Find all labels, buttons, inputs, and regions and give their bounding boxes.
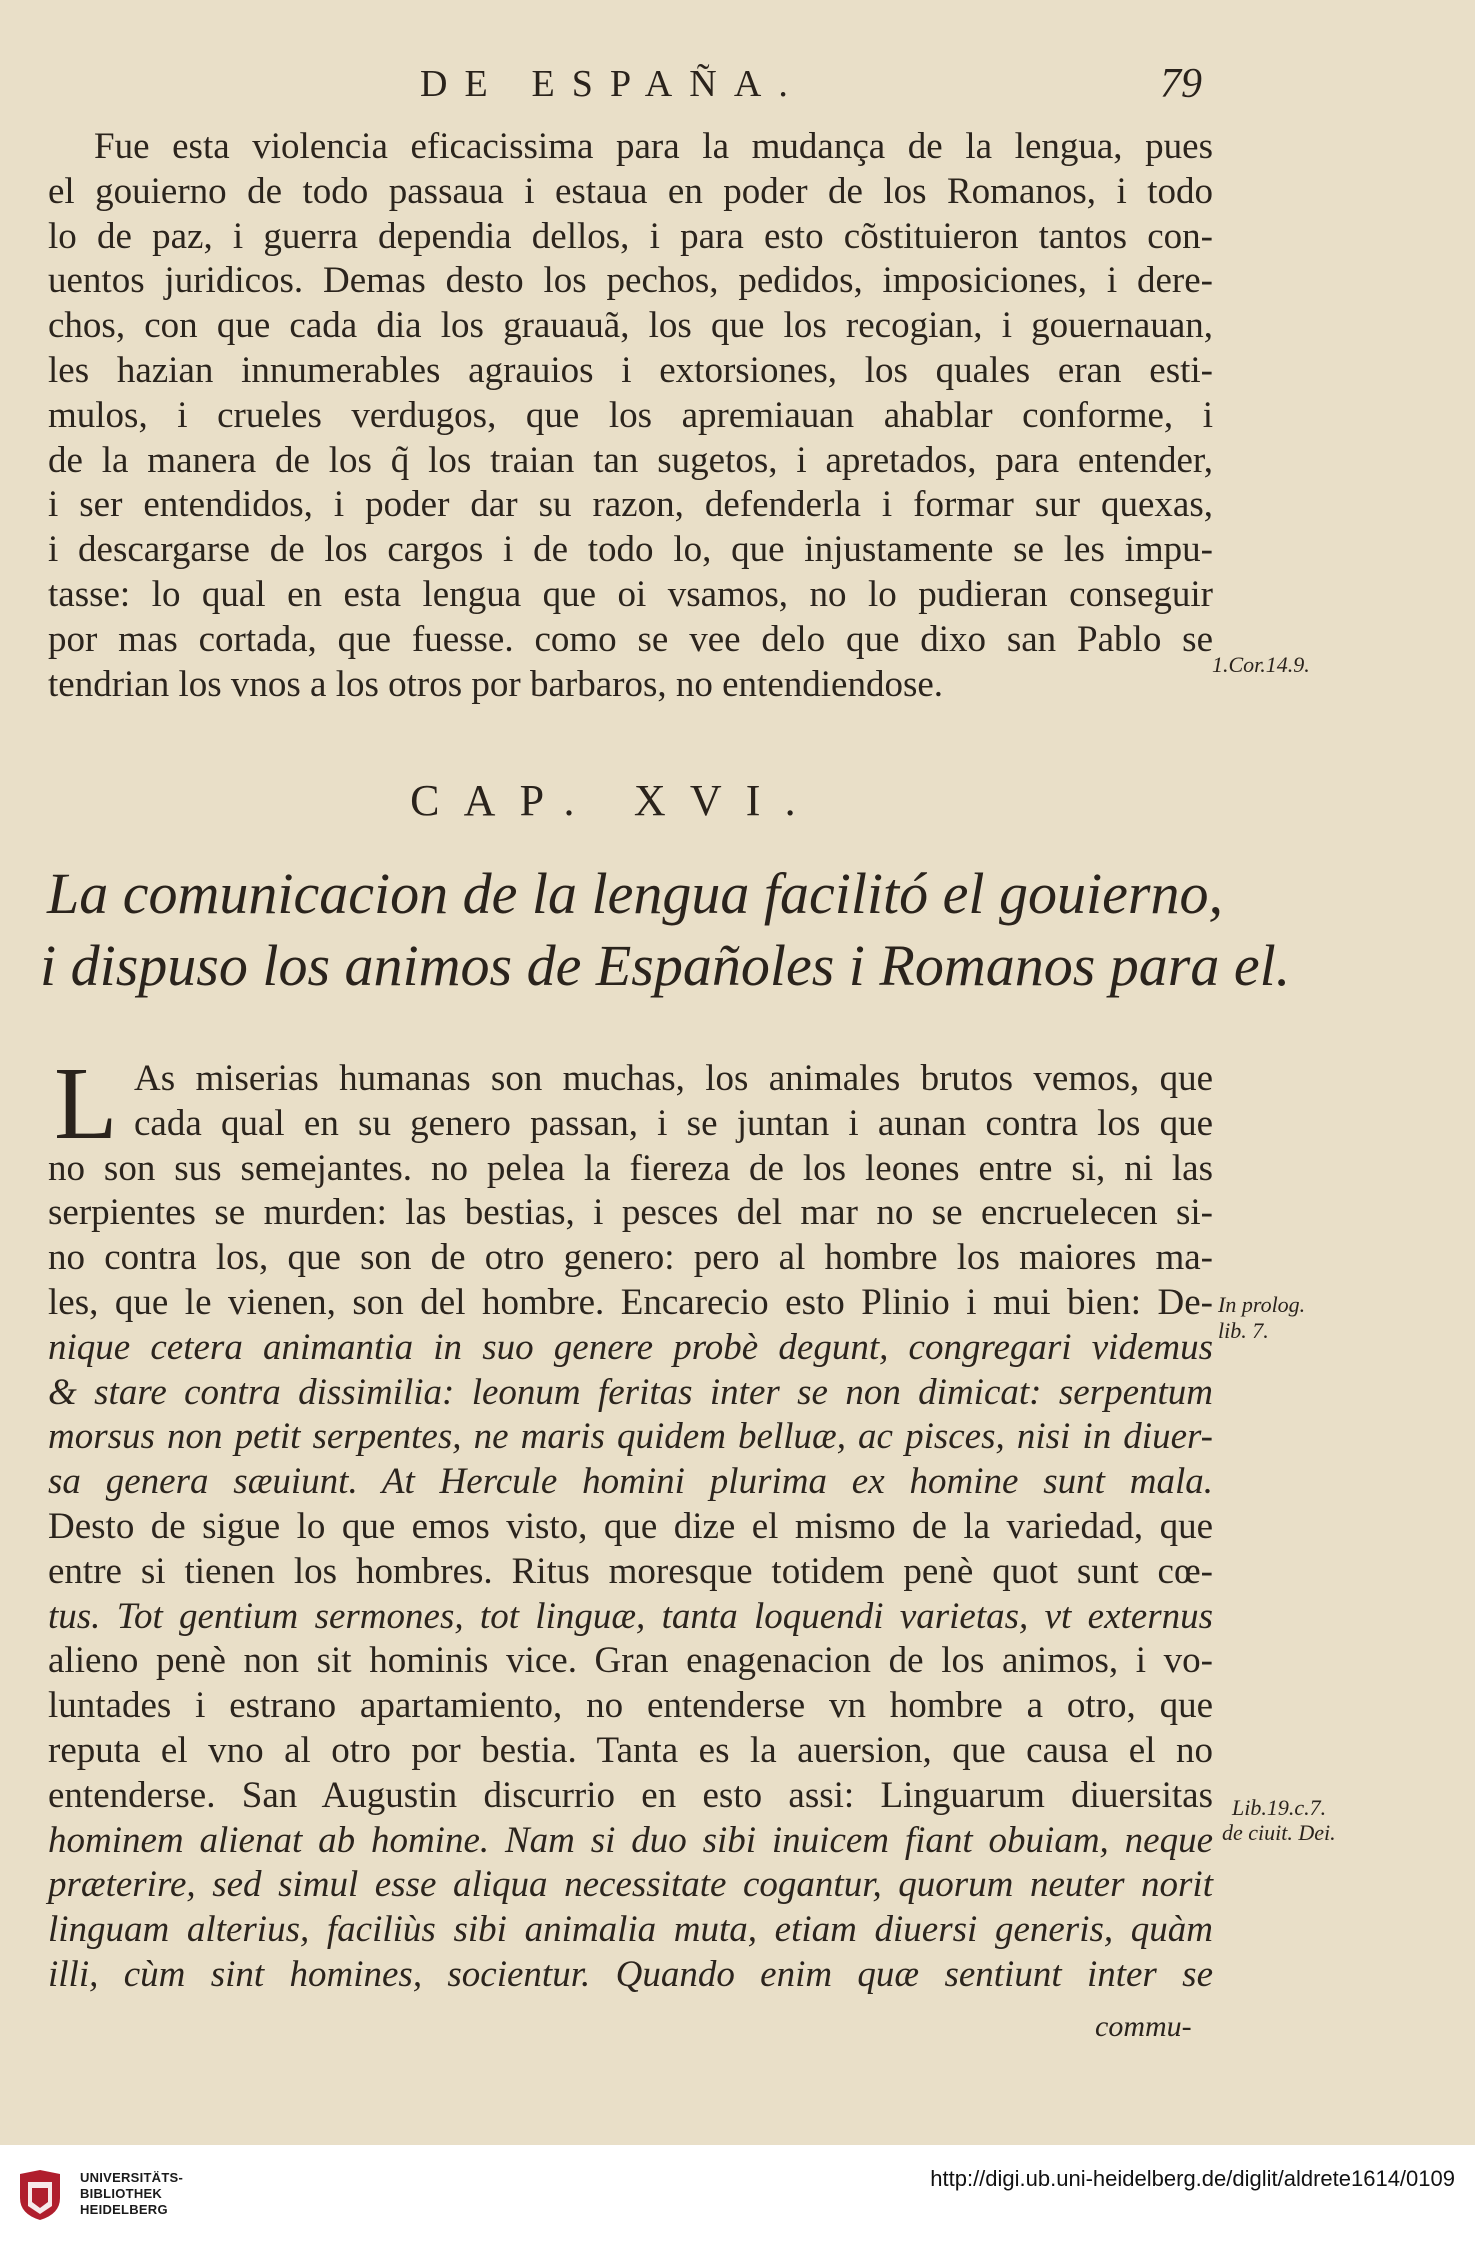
- text-line: præterire, sed simul esse aliqua necessitate cogantur, quorum neuter norit: [48, 1864, 1213, 1906]
- text-line: les, que le vienen, son del hombre. Encarecio esto Plinio i mui bien: De-: [48, 1281, 1213, 1323]
- text-line: el gouierno de todo passaua i estaua en poder de los Romanos, i todo: [48, 170, 1213, 212]
- institution-name: [80, 2170, 183, 2218]
- text-line: & stare contra dissimilia: leonum feritas inter se non dimicat: serpentum: [48, 1371, 1213, 1413]
- text-line: alieno penè non sit hominis vice. Gran enagenacion de los animos, i vo-: [48, 1640, 1213, 1682]
- text-line: les hazian innumerables agrauios i extorsiones, los quales eran esti-: [48, 349, 1213, 391]
- institution-line-1: UNIVERSITÄTS-: [80, 2170, 184, 2185]
- text-line: no son sus semejantes. no pelea la fiereza de los leones entre si, ni las: [48, 1147, 1213, 1189]
- text-line: por mas cortada, que fuesse. como se vee delo que dixo san Pablo se: [48, 618, 1213, 660]
- text-line: illi, cùm sint homines, socientur. Quando enim quæ sentiunt inter se: [48, 1953, 1213, 1995]
- chapter-title-line-2: i dispuso los animos de Españoles i Romanos para el.: [40, 933, 1291, 998]
- text-line: no contra los, que son de otro genero: pero al hombre los maiores ma-: [48, 1237, 1213, 1279]
- text-line: i ser entendidos, i poder dar su razon, defenderla i formar sur quexas,: [48, 484, 1213, 526]
- running-head: DE ESPAÑA.: [420, 63, 805, 105]
- margin-note-prolog: In prolog.: [1218, 1292, 1306, 1317]
- text-line: tus. Tot gentium sermones, tot linguæ, tanta loquendi varietas, vt externus: [48, 1595, 1213, 1637]
- text-line: As miserias humanas son muchas, los animales brutos vemos, que: [134, 1058, 1213, 1099]
- text-line: entenderse. San Augustin discurrio en esto assi: Linguarum diuersitas: [48, 1774, 1213, 1816]
- margin-note-lib7: lib. 7.: [1218, 1318, 1269, 1343]
- text-line: lo de paz, i guerra dependia dellos, i para esto cõstituieron tantos con-: [48, 215, 1213, 257]
- text-line: Fue esta violencia eficacissima para la mudança de la lengua, pues: [94, 126, 1213, 167]
- text-line: reputa el vno al otro por bestia. Tanta es la auersion, que causa el no: [48, 1729, 1213, 1771]
- text-line: uentos juridicos. Demas desto los pechos, pedidos, imposiciones, i dere-: [48, 260, 1213, 302]
- paragraph-1: [48, 125, 1213, 707]
- chapter-heading: CAP. XVI.: [410, 776, 820, 825]
- margin-note-ciuit-dei: de ciuit. Dei.: [1222, 1820, 1336, 1845]
- text-line: Desto de sigue lo que emos visto, que dize el mismo de la variedad, que: [48, 1505, 1213, 1547]
- text-line: mulos, i crueles verdugos, que los apremiauan ahablar conforme, i: [48, 394, 1213, 436]
- text-line: serpientes se murden: las bestias, i pesces del mar no se encruelecen si-: [48, 1192, 1213, 1234]
- text-line: nique cetera animantia in suo genere probè degunt, congregari videmus: [48, 1326, 1213, 1368]
- text-line: tendrian los vnos a los otros por barbaros, no entendiendose.: [48, 663, 944, 705]
- text-line: morsus non petit serpentes, ne maris quidem belluæ, ac pisces, nisi in diuer-: [48, 1416, 1213, 1458]
- chapter-title-line-1: La comunicacion de la lengua facilitó el gouierno,: [47, 861, 1223, 926]
- catchword: commu-: [1095, 2010, 1192, 2043]
- university-logo-icon: [16, 2168, 64, 2222]
- footer-bar: [0, 2145, 1475, 2255]
- institution-line-3: HEIDELBERG: [80, 2202, 168, 2217]
- text-line: i descargarse de los cargos i de todo lo, que injustamente se les impu-: [48, 529, 1213, 571]
- source-url-link[interactable]: http://digi.ub.uni-heidelberg.de/diglit/aldrete1614/0109: [930, 2166, 1455, 2191]
- margin-note-lib19: Lib.19.c.7.: [1232, 1795, 1327, 1820]
- text-line: luntades i estrano apartamiento, no entenderse vn hombre a otro, que: [48, 1685, 1213, 1727]
- margin-note-cor: 1.Cor.14.9.: [1212, 652, 1310, 677]
- page-number: 79: [1160, 61, 1202, 107]
- text-line: linguam alterius, faciliùs sibi animalia muta, etiam diuersi generis, quàm: [48, 1909, 1213, 1951]
- text-line: tasse: lo qual en esta lengua que oi vsamos, no lo pudieran conseguir: [48, 573, 1213, 615]
- text-line: cada qual en su genero passan, i se juntan i aunan contra los que: [134, 1102, 1213, 1144]
- text-line: entre si tienen los hombres. Ritus moresque totidem penè quot sunt cœ-: [48, 1550, 1213, 1592]
- text-line: hominem alienat ab homine. Nam si duo sibi inuicem fiant obuiam, neque: [48, 1819, 1213, 1861]
- paragraph-2: [48, 1057, 1213, 1998]
- text-line: de la manera de los q̃ los traian tan sugetos, i apretados, para entender,: [48, 439, 1213, 481]
- text-line: sa genera sæuiunt. At Hercule homini plurima ex homine sunt mala.: [48, 1461, 1213, 1503]
- text-line: chos, con que cada dia los grauauã, los que los recogian, i gouernauan,: [48, 305, 1213, 347]
- drop-cap: L: [54, 1046, 118, 1161]
- institution-line-2: BIBLIOTHEK: [80, 2186, 163, 2201]
